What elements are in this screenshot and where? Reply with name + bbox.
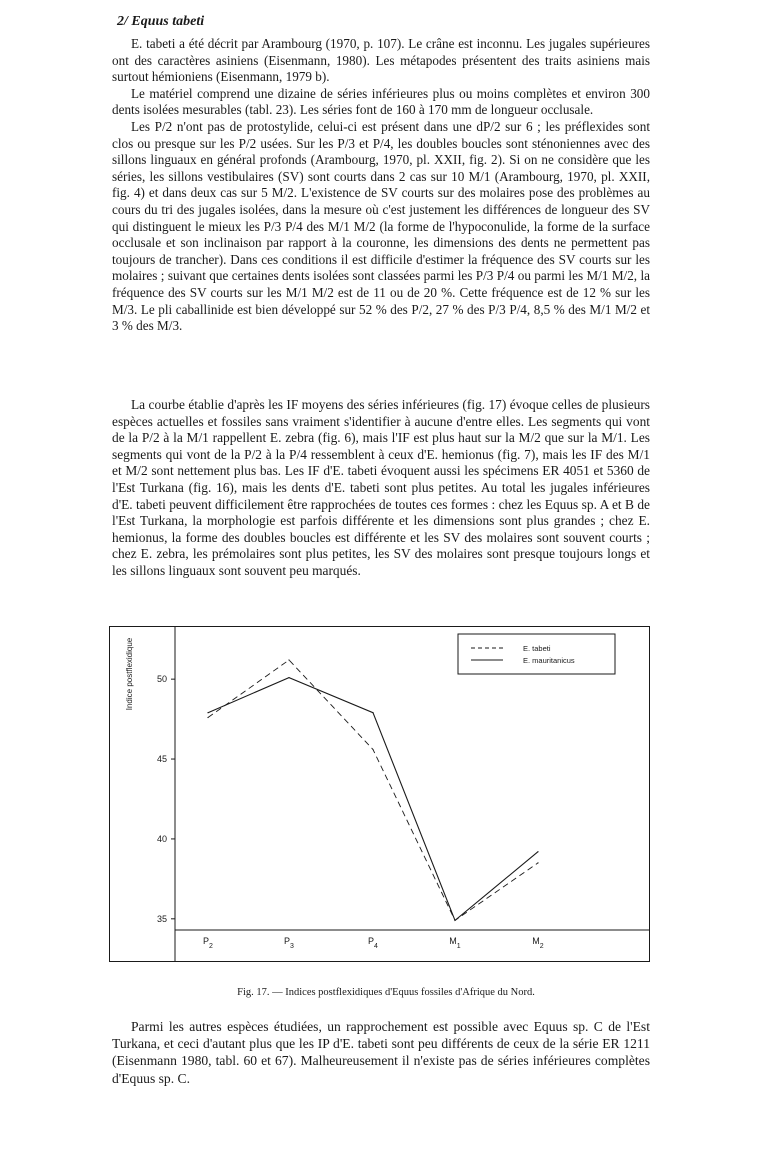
figure-17 [109, 626, 650, 962]
y-tick-label: 45 [156, 754, 167, 765]
data-point [537, 862, 538, 863]
plot-area [125, 626, 650, 962]
legend-label: E. mauritanicus [523, 656, 575, 665]
paragraph: Le matériel comprend une dizaine de séries inférieures plus ou moins complètes et environ 300 dents isolées mesurables (tabl. 23). Les séries font de 160 à 170 mm de longueur occlusale. [112, 85, 650, 118]
paragraph: Les P/2 n'ont pas de protostylide, celui-ci est présent dans une dP/2 sur 6 ; les préflexides sont clos ou presque sur les P/2 usées. Sur les P/3 et P/4, les doubles boucles sont sténoniennes avec des sillons linguaux en général profonds (Arambourg, 1970, pl. XXII, fig. 2). Si on ne considère que les séries, les sillons vestibulaires (SV) sont courts dans 2 cas sur 10 M/1 (Arambourg, 1970, pl. XXII, fig. 4) et dans deux cas sur 5 M/2. L'existence de SV courts sur des molaires pose des problèmes au cours du tri des jugales isolées, dans la mesure où c'est justement les différences de longueur des SV qui distinguent le mieux les P/3 P/4 des M/1 M/2 (la forme de l'hypoconulide, la forme de la surface occlusale et son inclinaison par rapport à la couronne, les dimensions des dents ne permettent pas toujours de trancher). Dans ces conditions il est difficile d'estimer la fréquence des SV courts sur les molaires ; suivant que certaines dents isolées sont classées parmi les P/3 P/4 ou parmi les M/1 M/2, la fréquence des SV courts sur les M/1 M/2 est de 11 ou de 20 %. Cette fréquence est de 12 % sur les M/3. Le pli caballinide est bien développé sur 52 % des P/2, 27 % des P/3 P/4, 8,5 % des M/1 M/2 et 3 % des M/3. [112, 118, 650, 334]
chart-frame [110, 627, 650, 962]
x-tick-label: $P_2$ [203, 936, 213, 950]
legend-box [458, 634, 615, 674]
section-heading: 2/ Equus tabeti [117, 14, 205, 29]
data-point [288, 659, 289, 660]
data-point [454, 920, 455, 921]
x-tick-label: $M_2$ [532, 936, 544, 950]
paragraph: La courbe établie d'après les IF moyens des séries inférieures (fig. 17) évoque celles de plusieurs espèces actuelles et fossiles sans vraiment s'identifier à aucune d'entre elles. Les segments qui vont de la P/2 à la M/1 rappellent E. zebra (fig. 6), mais l'IF est plus haut sur la M/2 que sur la M/1. Les segments qui vont de la P/2 à la P/4 ressemblent à ceux d'E. hemionus (fig. 7), mais les IF des M/1 et M/2 sont nettement plus bas. Les IF d'E. tabeti évoquent aussi les spécimens ER 4051 et 5360 de l'Est Turkana (fig. 16), mais les dents d'E. tabeti sont plus petites. Au total les jugales inférieures d'E. tabeti peuvent difficilement être rapprochées de toutes ces formes : chez les Equus sp. A et B de l'Est Turkana, la morphologie est parfois différente et les dimensions sont plus grandes ; chez E. hemionus, la forme des doubles boucles est différente et les SV des molaires sont souvent courts ; chez E. zebra, les prémolaires sont plus petites, les SV des molaires sont presque toujours longs et les sillons linguaux sont souvent peu marqués. [112, 397, 650, 578]
data-point [372, 712, 373, 713]
series-line-mauritanicus [208, 678, 538, 921]
text-block-comparison [112, 397, 650, 580]
data-point [207, 717, 208, 718]
text-block-conclusion [112, 1018, 650, 1087]
x-tick-label: $P_4$ [368, 936, 378, 950]
paragraph: E. tabeti a été décrit par Arambourg (1970, p. 107). Le crâne est inconnu. Les jugales supérieures ont des caractères asiniens (Eisenmann, 1980). Les métapodes présentent des traits asiniens mais surtout hémioniens (Eisenmann, 1979 b). [112, 36, 650, 85]
series-line-tabeti [208, 660, 538, 920]
x-tick-label: $M_1$ [449, 936, 461, 950]
y-tick-label: 35 [156, 913, 167, 924]
y-tick-label: 40 [156, 833, 167, 844]
y-axis-label: Indice postflexidique [125, 637, 134, 711]
x-tick-label: $P_3$ [284, 936, 294, 950]
data-point [372, 749, 373, 750]
figure-caption: Fig. 17. — Indices postflexidiques d'Equus fossiles d'Afrique du Nord. [237, 987, 535, 998]
y-tick-label: 50 [156, 674, 167, 685]
legend-label: E. tabeti [523, 644, 551, 653]
text-block-description [112, 36, 650, 335]
data-point [207, 712, 208, 713]
paragraph: Parmi les autres espèces étudiées, un rapprochement est possible avec Equus sp. C de l'Est Turkana, et ceci d'autant plus que les IP d'E. tabeti sont peu différents de ceux de la série ER 1211 (Eisenmann 1980, tabl. 60 et 67). Malheureusement il n'existe pas de séries inférieures complètes d'Equus sp. C. [112, 1019, 650, 1086]
line-chart [109, 626, 650, 962]
data-point [537, 851, 538, 852]
data-point [288, 677, 289, 678]
